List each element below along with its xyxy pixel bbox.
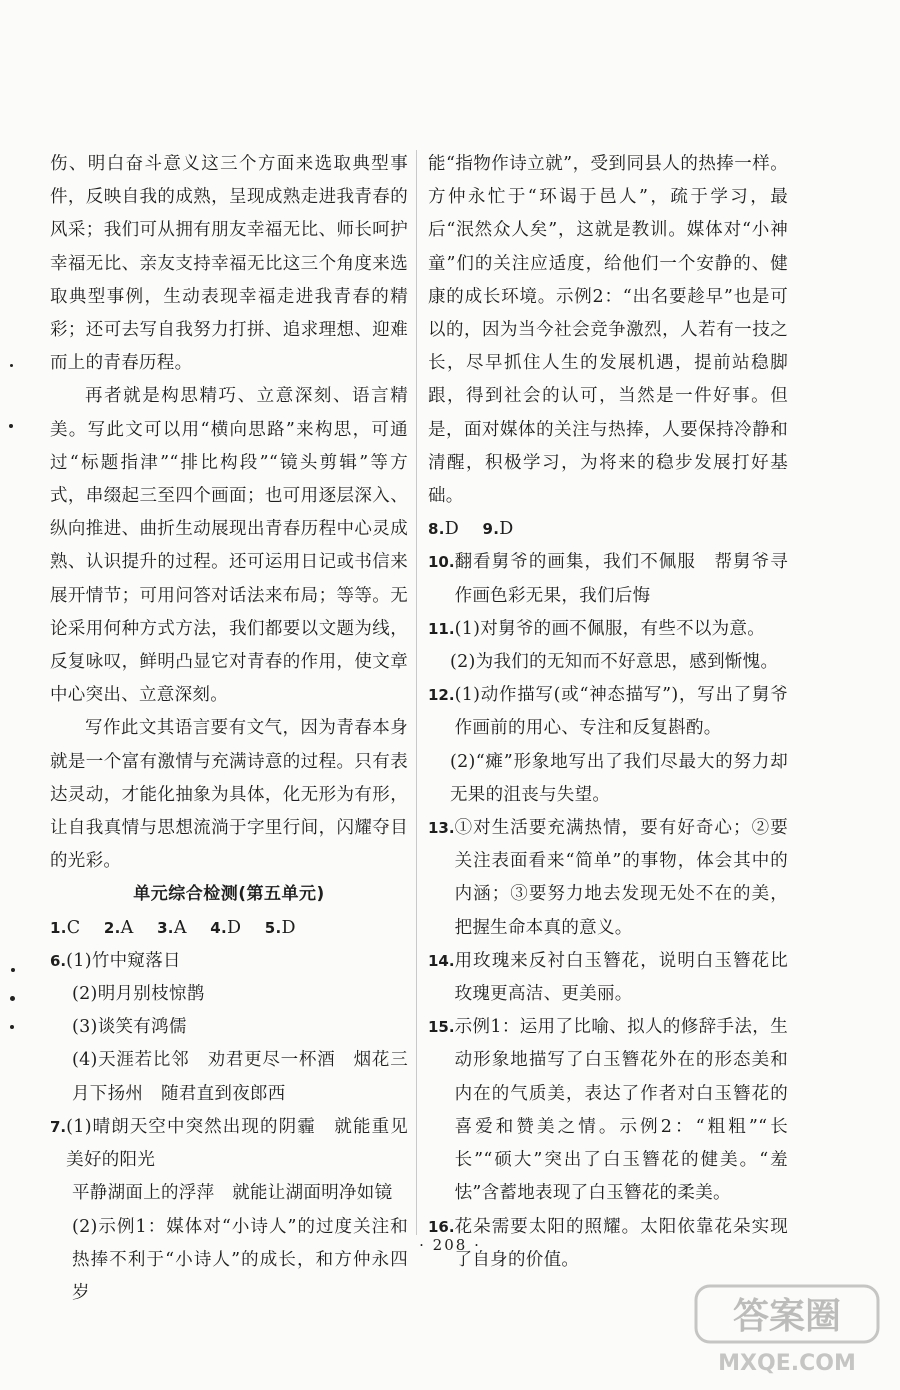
answer-value: A — [120, 917, 134, 938]
margin-mark — [11, 968, 15, 972]
answer-10 — [428, 546, 788, 612]
answer-11-part: (2)为我们的无知而不好意思，感到惭愧。 — [450, 652, 779, 673]
margin-mark — [10, 1025, 14, 1029]
left-column — [50, 148, 408, 1310]
answer-value: A — [173, 917, 187, 938]
answer-number: 4. — [210, 918, 227, 937]
answer-7-part: 平静湖面上的浮萍 就能让湖面明净如镜 — [72, 1183, 393, 1204]
paragraph-continued: 能“指物作诗立就”，受到同县人的热捧一样。方仲永忙于“环谒于邑人”，疏于学习，最后“泯然众人矣”，这就是教训。媒体对“小神童”们的关注应适度，给他们一个安静的、健康的成长环境。示例2：“出名要趁早”也是可以的，因为当今社会竞争激烈，人若有一技之长，尽早抓住人生的发展机遇，提前站稳脚跟，得到社会的认可，当然是一件好事。但是，面对媒体的关注与热捧，人要保持冷静和清醒，积极学习，为将来的稳步发展打好基础。 — [428, 154, 788, 507]
answer-number: 12. — [428, 686, 455, 705]
right-column — [428, 148, 788, 1277]
answer-text: 翻看舅爷的画集，我们不佩服 帮舅爷寻作画色彩无果，我们后悔 — [454, 552, 788, 606]
answer-7-part: (2)示例1：媒体对“小诗人”的过度关注和热捧不利于“小诗人”的成长，和方仲永四岁 — [72, 1216, 408, 1303]
watermark-bottom-text: MXQE.COM — [718, 1351, 856, 1376]
answer-value: D — [444, 519, 460, 540]
bullet-icon: · — [419, 1236, 426, 1254]
paragraph-2: 再者就是构思精巧、立意深刻、语言精美。写此文可以用“横向思路”来构思，可通过“标题指津”“排比构段”“镜头剪辑”等方式，串缀起三至四个画面；也可用逐层深入、纵向推进、曲折生动展现出青春历程中心灵成熟、认识提升的过程。还可运用日记或书信来展开情节；可用问答对话法来布局；等等。无论采用何种方式方法，我们都要以文题为线，反复咏叹，鲜明凸显它对青春的作用，使文章中心突出、立意深刻。 — [50, 386, 408, 706]
answer-value: C — [66, 917, 81, 938]
answer-text: (1)竹中窥落日 — [66, 950, 181, 971]
answer-11 — [428, 613, 788, 646]
answer-text: 用玫瑰来反衬白玉簪花，说明白玉簪花比玫瑰更高洁、更美丽。 — [454, 950, 788, 1005]
answer-text: (1)动作描写(或“神态描写”)，写出了舅爷作画前的用心、专注和反复斟酌。 — [454, 685, 788, 739]
answer-number: 5. — [264, 918, 282, 937]
answer-number: 3. — [157, 918, 174, 937]
watermark-top-text: 答案圈 — [732, 1296, 842, 1337]
answer-number: 11. — [428, 619, 455, 638]
page-number — [0, 1236, 900, 1254]
margin-mark — [10, 996, 15, 1001]
answer-text: ①对生活要充满热情，要有好奇心；②要关注表面看来“简单”的事物，体会其中的内涵；③要努力地去发现无处不在的美，把握生命本真的意义。 — [454, 818, 788, 938]
paragraph-1: 伤、明白奋斗意义这三个方面来选取典型事件，反映自我的成熟，呈现成熟走进我青春的风采；我们可从拥有朋友幸福无比、师长呵护幸福无比、亲友支持幸福无比这三个角度来选取典型事例，生动表现幸福走进我青春的精彩；还可去写自我努力打拼、追求理想、迎难而上的青春历程。 — [50, 154, 408, 374]
answer-6-part: (2)明月别枝惊鹊 — [72, 984, 205, 1005]
paragraph-3: 写作此文其语言要有文气，因为青春本身就是一个富有激情与充满诗意的过程。只有表达灵动，才能化抽象为具体，化无形为有形，让自我真情与思想流淌于字里行间，闪耀夺目的光彩。 — [50, 718, 408, 872]
answer-value: D — [226, 917, 242, 938]
answer-text: (1)对舅爷的画不佩服，有些不以为意。 — [454, 618, 766, 639]
answer-number: 1. — [50, 918, 67, 937]
answer-number: 16. — [428, 1217, 455, 1236]
answer-12 — [428, 679, 788, 745]
answer-text: (1)晴朗天空中突然出现的阴霾 就能重见美好的阳光 — [66, 1116, 408, 1171]
column-divider — [416, 150, 417, 1235]
answer-15 — [428, 1011, 788, 1210]
bullet-icon: · — [474, 1236, 481, 1254]
answer-text: 花朵需要太阳的照耀。太阳依靠花朵实现了自身的价值。 — [454, 1216, 788, 1270]
answer-14 — [428, 945, 788, 1011]
answer-value: D — [281, 917, 296, 938]
answer-number: 7. — [50, 1117, 67, 1136]
answer-7 — [50, 1111, 408, 1177]
answer-6 — [50, 945, 408, 978]
answers-1-5 — [50, 912, 408, 945]
answer-12-part: (2)“瘫”形象地写出了我们尽最大的努力却无果的沮丧与失望。 — [450, 751, 788, 805]
watermark-logo — [692, 1280, 882, 1380]
answers-8-9 — [428, 513, 788, 546]
margin-mark — [9, 424, 13, 428]
page-number-text: 208 — [432, 1236, 468, 1254]
answer-number: 10. — [428, 553, 455, 572]
answer-6-part: (4)天涯若比邻 劝君更尽一杯酒 烟花三月下扬州 随君直到夜郎西 — [72, 1050, 408, 1104]
answer-text: 示例1：运用了比喻、拟人的修辞手法，生动形象地描写了白玉簪花外在的形态美和内在的气质美，表达了作者对白玉簪花的喜爱和赞美之情。示例2：“粗粗”“长长”“硕大”突出了白玉簪花的健美。“羞怯”含蓄地表现了白玉簪花的柔美。 — [454, 1017, 788, 1204]
answer-number: 8. — [428, 520, 445, 539]
section-heading: 单元综合检测(第五单元) — [133, 884, 325, 905]
answer-number: 13. — [428, 819, 455, 838]
answer-number: 9. — [482, 520, 500, 539]
answer-13 — [428, 812, 788, 945]
answer-number: 14. — [428, 951, 455, 970]
answer-number: 2. — [103, 918, 121, 937]
answer-value: D — [499, 519, 514, 540]
answer-number: 15. — [428, 1018, 455, 1037]
answer-number: 6. — [50, 951, 67, 970]
margin-mark — [10, 364, 13, 367]
answer-6-part: (3)谈笑有鸿儒 — [72, 1017, 187, 1038]
